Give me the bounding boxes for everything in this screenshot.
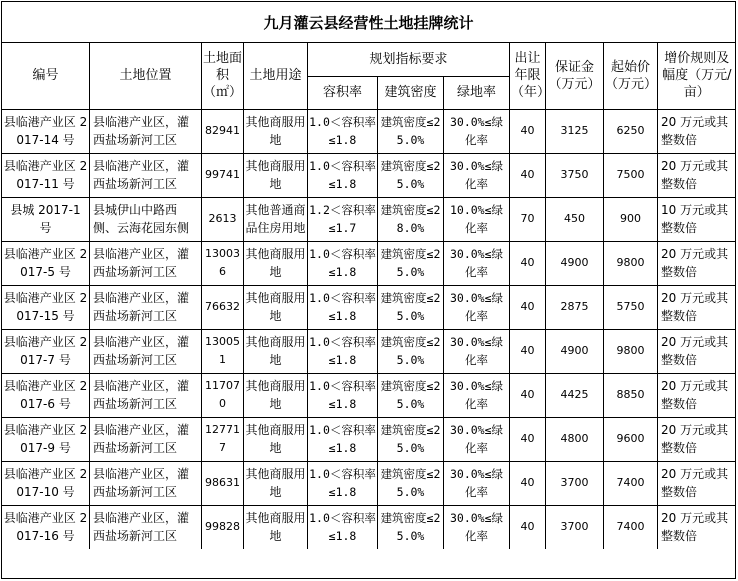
cell-use: 其他商服用地 bbox=[244, 241, 308, 285]
cell-use: 其他商服用地 bbox=[244, 373, 308, 417]
cell-far: 1.0＜容积率≤1.8 bbox=[308, 241, 378, 285]
cell-location: 县临港产业区，灌西盐场新河工区 bbox=[90, 505, 202, 549]
cell-location: 县临港产业区，灌西盐场新河工区 bbox=[90, 417, 202, 461]
cell-deposit: 2875 bbox=[546, 285, 604, 329]
cell-start-price: 9800 bbox=[604, 329, 658, 373]
table-row bbox=[2, 373, 736, 417]
cell-deposit: 3700 bbox=[546, 505, 604, 549]
cell-start-price: 5750 bbox=[604, 285, 658, 329]
table-row bbox=[2, 461, 736, 505]
cell-term: 40 bbox=[510, 285, 546, 329]
cell-location: 县临港产业区，灌西盐场新河工区 bbox=[90, 285, 202, 329]
cell-deposit: 3700 bbox=[546, 461, 604, 505]
cell-density: 建筑密度≤25.0% bbox=[378, 153, 444, 197]
cell-green: 30.0%≤绿化率 bbox=[444, 285, 510, 329]
cell-use: 其他商服用地 bbox=[244, 285, 308, 329]
table-row bbox=[2, 329, 736, 373]
cell-increment: 20 万元或其整数倍 bbox=[658, 373, 736, 417]
cell-start-price: 9600 bbox=[604, 417, 658, 461]
cell-id: 县临港产业区 2017-9 号 bbox=[2, 417, 90, 461]
cell-area: 130036 bbox=[202, 241, 244, 285]
land-listing-sheet bbox=[1, 1, 736, 579]
cell-id: 县临港产业区 2017-11 号 bbox=[2, 153, 90, 197]
cell-far: 1.0＜容积率≤1.8 bbox=[308, 109, 378, 153]
cell-start-price: 9800 bbox=[604, 241, 658, 285]
header-area: 土地面积（㎡） bbox=[202, 43, 244, 109]
header-id: 编号 bbox=[2, 43, 90, 109]
cell-green: 30.0%≤绿化率 bbox=[444, 153, 510, 197]
cell-green: 30.0%≤绿化率 bbox=[444, 329, 510, 373]
header-increment: 增价规则及幅度（万元/亩） bbox=[658, 43, 736, 109]
table-row bbox=[2, 153, 736, 197]
cell-density: 建筑密度≤25.0% bbox=[378, 417, 444, 461]
cell-increment: 20 万元或其整数倍 bbox=[658, 417, 736, 461]
cell-id: 县城 2017-1 号 bbox=[2, 197, 90, 241]
table-row bbox=[2, 505, 736, 549]
cell-term: 40 bbox=[510, 373, 546, 417]
cell-start-price: 6250 bbox=[604, 109, 658, 153]
cell-term: 40 bbox=[510, 417, 546, 461]
cell-term: 40 bbox=[510, 505, 546, 549]
cell-green: 30.0%≤绿化率 bbox=[444, 505, 510, 549]
cell-use: 其他普通商品住房用地 bbox=[244, 197, 308, 241]
cell-use: 其他商服用地 bbox=[244, 109, 308, 153]
cell-density: 建筑密度≤25.0% bbox=[378, 241, 444, 285]
cell-green: 10.0%≤绿化率 bbox=[444, 197, 510, 241]
cell-increment: 20 万元或其整数倍 bbox=[658, 109, 736, 153]
cell-location: 县临港产业区，灌西盐场新河工区 bbox=[90, 153, 202, 197]
cell-start-price: 8850 bbox=[604, 373, 658, 417]
header-term: 出让年限（年） bbox=[510, 43, 546, 109]
cell-use: 其他商服用地 bbox=[244, 461, 308, 505]
header-density: 建筑密度 bbox=[378, 76, 444, 109]
cell-green: 30.0%≤绿化率 bbox=[444, 373, 510, 417]
cell-term: 40 bbox=[510, 241, 546, 285]
table-body bbox=[2, 109, 736, 549]
cell-far: 1.0＜容积率≤1.8 bbox=[308, 373, 378, 417]
header-far: 容积率 bbox=[308, 76, 378, 109]
cell-area: 99828 bbox=[202, 505, 244, 549]
cell-increment: 20 万元或其整数倍 bbox=[658, 329, 736, 373]
cell-id: 县临港产业区 2017-6 号 bbox=[2, 373, 90, 417]
cell-id: 县临港产业区 2017-10 号 bbox=[2, 461, 90, 505]
cell-area: 82941 bbox=[202, 109, 244, 153]
cell-deposit: 3125 bbox=[546, 109, 604, 153]
cell-term: 40 bbox=[510, 153, 546, 197]
cell-id: 县临港产业区 2017-5 号 bbox=[2, 241, 90, 285]
cell-far: 1.0＜容积率≤1.8 bbox=[308, 461, 378, 505]
cell-start-price: 900 bbox=[604, 197, 658, 241]
cell-use: 其他商服用地 bbox=[244, 505, 308, 549]
cell-start-price: 7500 bbox=[604, 153, 658, 197]
cell-id: 县临港产业区 2017-15 号 bbox=[2, 285, 90, 329]
cell-location: 县城伊山中路西侧、云海花园东侧 bbox=[90, 197, 202, 241]
cell-location: 县临港产业区，灌西盐场新河工区 bbox=[90, 241, 202, 285]
cell-increment: 10 万元或其整数倍 bbox=[658, 197, 736, 241]
cell-term: 40 bbox=[510, 461, 546, 505]
table-title: 九月灌云县经营性土地挂牌统计 bbox=[2, 2, 735, 43]
cell-area: 130051 bbox=[202, 329, 244, 373]
cell-density: 建筑密度≤25.0% bbox=[378, 461, 444, 505]
cell-id: 县临港产业区 2017-14 号 bbox=[2, 109, 90, 153]
cell-term: 70 bbox=[510, 197, 546, 241]
cell-increment: 20 万元或其整数倍 bbox=[658, 241, 736, 285]
cell-location: 县临港产业区，灌西盐场新河工区 bbox=[90, 109, 202, 153]
cell-deposit: 450 bbox=[546, 197, 604, 241]
table-row bbox=[2, 417, 736, 461]
cell-area: 117070 bbox=[202, 373, 244, 417]
table-row bbox=[2, 241, 736, 285]
table-row bbox=[2, 197, 736, 241]
cell-far: 1.2＜容积率≤1.7 bbox=[308, 197, 378, 241]
cell-use: 其他商服用地 bbox=[244, 329, 308, 373]
header-location: 土地位置 bbox=[90, 43, 202, 109]
cell-area: 99741 bbox=[202, 153, 244, 197]
cell-location: 县临港产业区，灌西盐场新河工区 bbox=[90, 329, 202, 373]
cell-id: 县临港产业区 2017-7 号 bbox=[2, 329, 90, 373]
cell-deposit: 4900 bbox=[546, 329, 604, 373]
cell-far: 1.0＜容积率≤1.8 bbox=[308, 417, 378, 461]
cell-deposit: 4425 bbox=[546, 373, 604, 417]
cell-density: 建筑密度≤25.0% bbox=[378, 285, 444, 329]
table-row bbox=[2, 285, 736, 329]
cell-term: 40 bbox=[510, 109, 546, 153]
cell-density: 建筑密度≤25.0% bbox=[378, 109, 444, 153]
cell-density: 建筑密度≤25.0% bbox=[378, 505, 444, 549]
table-row bbox=[2, 109, 736, 153]
header-planning: 规划指标要求 bbox=[308, 43, 510, 76]
cell-far: 1.0＜容积率≤1.8 bbox=[308, 505, 378, 549]
cell-increment: 20 万元或其整数倍 bbox=[658, 505, 736, 549]
cell-term: 40 bbox=[510, 329, 546, 373]
cell-density: 建筑密度≤28.0% bbox=[378, 197, 444, 241]
cell-density: 建筑密度≤25.0% bbox=[378, 329, 444, 373]
cell-start-price: 7400 bbox=[604, 461, 658, 505]
header-start-price: 起始价（万元） bbox=[604, 43, 658, 109]
cell-start-price: 7400 bbox=[604, 505, 658, 549]
cell-far: 1.0＜容积率≤1.8 bbox=[308, 329, 378, 373]
header-deposit: 保证金（万元） bbox=[546, 43, 604, 109]
cell-far: 1.0＜容积率≤1.8 bbox=[308, 285, 378, 329]
header-green: 绿地率 bbox=[444, 76, 510, 109]
cell-deposit: 3750 bbox=[546, 153, 604, 197]
cell-area: 98631 bbox=[202, 461, 244, 505]
cell-deposit: 4800 bbox=[546, 417, 604, 461]
cell-increment: 20 万元或其整数倍 bbox=[658, 153, 736, 197]
cell-area: 76632 bbox=[202, 285, 244, 329]
cell-deposit: 4900 bbox=[546, 241, 604, 285]
cell-location: 县临港产业区，灌西盐场新河工区 bbox=[90, 461, 202, 505]
cell-green: 30.0%≤绿化率 bbox=[444, 461, 510, 505]
cell-use: 其他商服用地 bbox=[244, 417, 308, 461]
cell-location: 县临港产业区，灌西盐场新河工区 bbox=[90, 373, 202, 417]
land-listing-table bbox=[1, 43, 736, 549]
cell-use: 其他商服用地 bbox=[244, 153, 308, 197]
cell-increment: 20 万元或其整数倍 bbox=[658, 285, 736, 329]
cell-id: 县临港产业区 2017-16 号 bbox=[2, 505, 90, 549]
cell-green: 30.0%≤绿化率 bbox=[444, 417, 510, 461]
cell-increment: 20 万元或其整数倍 bbox=[658, 461, 736, 505]
cell-green: 30.0%≤绿化率 bbox=[444, 241, 510, 285]
cell-area: 2613 bbox=[202, 197, 244, 241]
cell-density: 建筑密度≤25.0% bbox=[378, 373, 444, 417]
header-use: 土地用途 bbox=[244, 43, 308, 109]
cell-far: 1.0＜容积率≤1.8 bbox=[308, 153, 378, 197]
cell-area: 127717 bbox=[202, 417, 244, 461]
cell-green: 30.0%≤绿化率 bbox=[444, 109, 510, 153]
